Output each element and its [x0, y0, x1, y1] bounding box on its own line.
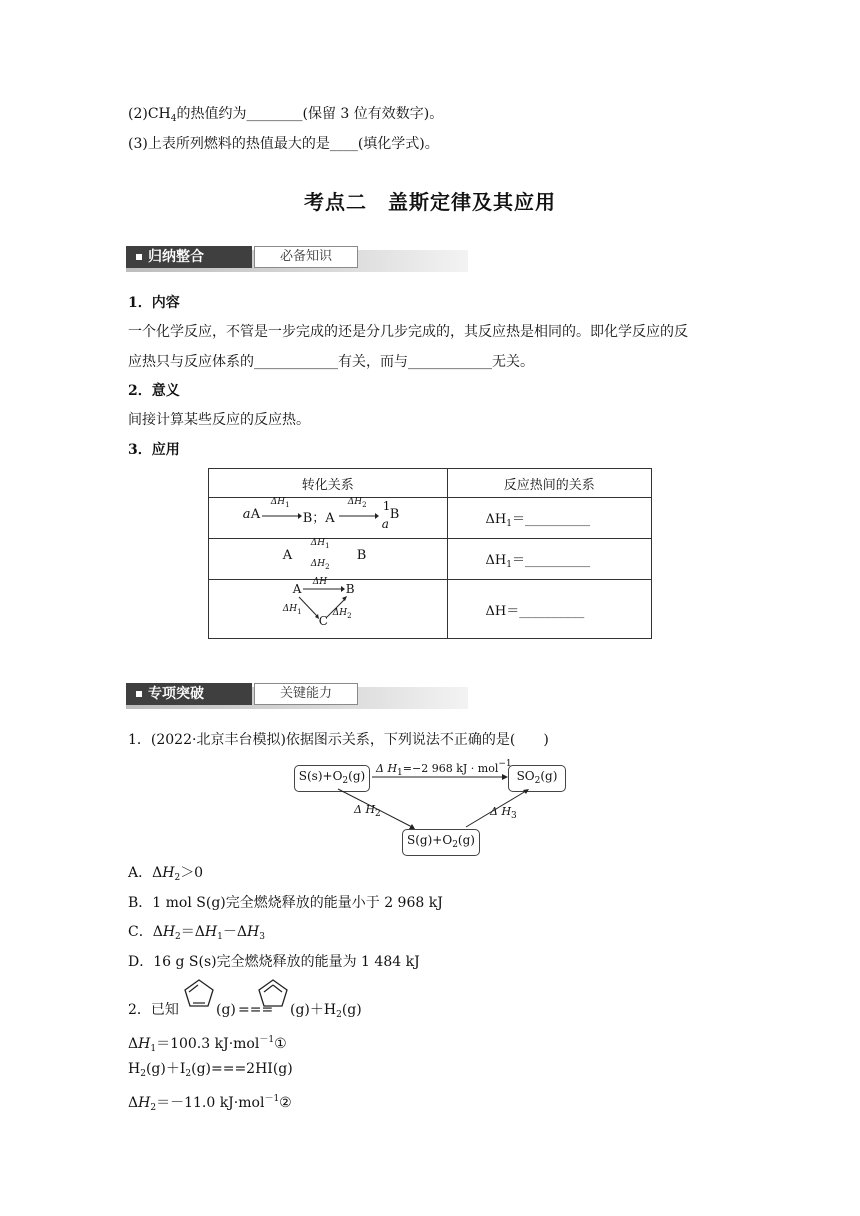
subscript: 1: [217, 932, 223, 942]
table-cell-answer-2: [447, 539, 651, 580]
triangle-cycle-diagram: [282, 577, 373, 634]
answer-blank: __________: [525, 552, 590, 568]
option-b: B．1 mol S(g)完全燃烧释放的能量小于 2 968 kJ: [128, 895, 443, 911]
product-text: [290, 1000, 362, 1025]
fraction-denominator: a: [381, 517, 389, 531]
answer-blank: ____: [329, 136, 358, 152]
box-text: (g): [348, 769, 366, 783]
text: (g)＋H: [290, 1002, 337, 1018]
value: ＝100.3 kJ·mol: [156, 1036, 260, 1052]
scaled-reaction-expression: [243, 498, 413, 534]
text: Δ: [128, 1095, 139, 1111]
hess-law-table: [208, 468, 652, 639]
arrow-label: ΔH: [282, 604, 298, 614]
left-arrow-label: [354, 803, 381, 819]
text: (g)＋I: [145, 1061, 186, 1077]
marker: ②: [279, 1095, 292, 1111]
equals: ＝: [511, 552, 525, 568]
value: ＝－11.0 kJ·mol: [156, 1095, 265, 1111]
state-label: (g): [216, 1002, 236, 1018]
heading-significance: 2．意义: [128, 383, 180, 399]
symbol: H: [246, 924, 260, 940]
subscript: 2: [342, 776, 349, 786]
section-banner-knowledge: [126, 246, 468, 274]
text: ＝Δ: [180, 924, 205, 940]
box-text: S(s)+O: [298, 769, 343, 783]
top-arrow-label: [376, 759, 512, 778]
subscript: 2: [534, 776, 541, 786]
delta-h: Δ H: [376, 762, 398, 775]
section-title: 考点二 盖斯定律及其应用: [304, 190, 556, 214]
text: (g): [341, 1002, 362, 1018]
equals: ＝: [506, 603, 520, 619]
subscript: 2: [325, 563, 330, 571]
coefficient: a: [242, 507, 251, 522]
subscript: 2: [150, 1103, 157, 1113]
banner-label-right: 关键能力: [254, 683, 358, 705]
species-label: C: [318, 614, 328, 628]
arrow-label: ΔH: [347, 497, 363, 507]
text: A．Δ: [128, 865, 163, 881]
subscript: 1: [150, 1044, 157, 1054]
delta-h: Δ H: [490, 805, 512, 818]
text: H: [128, 1061, 141, 1077]
subscript: 3: [511, 811, 517, 821]
subscript: 3: [259, 932, 265, 942]
text: ＞0: [180, 865, 204, 881]
subscript: 1: [506, 518, 512, 529]
subscript: 2: [362, 501, 367, 509]
box-text: S(g)+O: [407, 833, 453, 847]
q2-tail: (保留 3 位有效数字)。: [302, 106, 444, 122]
species-label: B: [356, 548, 367, 563]
species-label: A: [250, 507, 261, 522]
table-header: 反应热间的关系: [447, 469, 651, 498]
delta-h: ΔH: [485, 603, 507, 619]
text: (g)===2HI(g): [191, 1061, 293, 1077]
delta-h: ΔH: [485, 511, 507, 527]
subscript: 2: [140, 1069, 146, 1079]
subscript: 2: [185, 1069, 192, 1079]
symbol: H: [138, 1036, 151, 1052]
marker: ①: [274, 1036, 287, 1052]
species-label: A: [282, 548, 293, 563]
arrow-label: ΔH: [312, 577, 328, 587]
subscript: 4: [170, 114, 177, 124]
enthalpy-2: [128, 1089, 292, 1118]
table-cell-answer-3: [447, 580, 651, 639]
value: =−2 968 kJ · mol: [402, 762, 499, 775]
text: Δ: [128, 1036, 139, 1052]
box-text: (g): [457, 833, 475, 847]
right-arrow-label: [490, 805, 517, 821]
equals: ＝: [511, 511, 525, 527]
superscript: －1: [264, 1094, 280, 1104]
subscript: 1: [325, 542, 330, 550]
text: 应热只与反应体系的: [128, 354, 254, 370]
text: C．Δ: [128, 924, 163, 940]
equation-2: [128, 1059, 293, 1084]
text: 无关。: [492, 354, 534, 370]
subscript: 2: [175, 932, 181, 942]
box-text: SO: [516, 769, 535, 783]
subscript: 2: [174, 873, 181, 883]
symbol: H: [162, 865, 175, 881]
equals-sign: ===: [238, 1002, 274, 1018]
table-cell-relation-1: [209, 498, 448, 539]
subscript: 1: [297, 608, 302, 616]
table-header: 转化关系: [209, 469, 448, 498]
species-label: B；A: [302, 511, 335, 526]
subscript: 2: [375, 809, 381, 819]
paragraph-content: 一个化学反应，不管是一步完成的还是分几步完成的，其反应热是相同的。即化学反应的反: [128, 324, 688, 340]
option-a: [128, 863, 203, 888]
cyclopentene-icon: [256, 976, 290, 1008]
subscript: 2: [347, 612, 352, 620]
arrow-label: ΔH: [310, 538, 326, 548]
box-text: (g): [540, 769, 558, 783]
table-cell-answer-1: [447, 498, 651, 539]
subscript: 2: [336, 1010, 342, 1020]
answer-blank: __________: [519, 603, 585, 619]
symbol: H: [138, 1095, 151, 1111]
subscript: 1: [285, 501, 290, 509]
question-1-stem: 1．(2022·北京丰台模拟)依据图示关系，下列说法不正确的是( ): [128, 732, 549, 748]
q3-text: (3)上表所列燃料的热值最大的是: [128, 136, 330, 152]
species-label: A: [292, 582, 302, 596]
section-banner-practice: [126, 683, 468, 711]
delta-h: ΔH: [485, 552, 507, 568]
cyclopentadiene-icon: [182, 976, 216, 1008]
heading-application: 3．应用: [128, 442, 180, 458]
question-2-stem: [128, 1000, 362, 1026]
enthalpy-1: [128, 1030, 287, 1059]
option-c: [128, 922, 265, 947]
text: 有关，而与: [338, 354, 408, 370]
arrow-label: ΔH: [332, 608, 348, 618]
question-3-line: [128, 134, 439, 154]
q2-text: (2)CH: [128, 106, 171, 122]
text: －Δ: [222, 924, 247, 940]
answer-blank: ________: [246, 106, 303, 122]
banner-label-left: 归纳整合: [126, 246, 252, 268]
banner-label-right: 必备知识: [254, 246, 358, 268]
symbol: H: [204, 924, 218, 940]
subscript: 1: [397, 768, 403, 778]
text: 2．已知: [128, 1002, 179, 1018]
arrow-label: ΔH: [310, 559, 326, 569]
subscript: 1: [506, 559, 512, 570]
superscript: −1: [498, 759, 512, 769]
subscript: 2: [452, 840, 458, 850]
heading-content: 1．内容: [128, 295, 180, 311]
species-label: B: [389, 507, 400, 522]
species-label: B: [345, 582, 355, 596]
symbol: H: [162, 924, 176, 940]
table-cell-relation-2: [209, 539, 448, 580]
q3-tail: (填化学式)。: [357, 136, 439, 152]
answer-blank: ____________: [408, 354, 492, 370]
q2-text-2: 的热值约为: [176, 106, 247, 122]
fraction-numerator: 1: [382, 499, 391, 513]
reaction-diagram: [294, 759, 568, 853]
answer-blank: __________: [525, 511, 590, 527]
answer-blank: ____________: [254, 354, 338, 370]
superscript: －1: [259, 1035, 275, 1045]
banner-label-left: 专项突破: [126, 683, 252, 705]
paragraph-significance: 间接计算某些反应的反应热。: [128, 412, 310, 428]
reversible-reaction-expression: [283, 539, 373, 575]
delta-h: Δ H: [354, 803, 376, 816]
question-2-line: [128, 104, 443, 129]
option-d: D．16 g S(s)完全燃烧释放的能量为 1 484 kJ: [128, 954, 420, 970]
arrow-label: ΔH: [270, 497, 286, 507]
paragraph-content-2: [128, 352, 534, 372]
table-cell-relation-3: [209, 577, 448, 639]
